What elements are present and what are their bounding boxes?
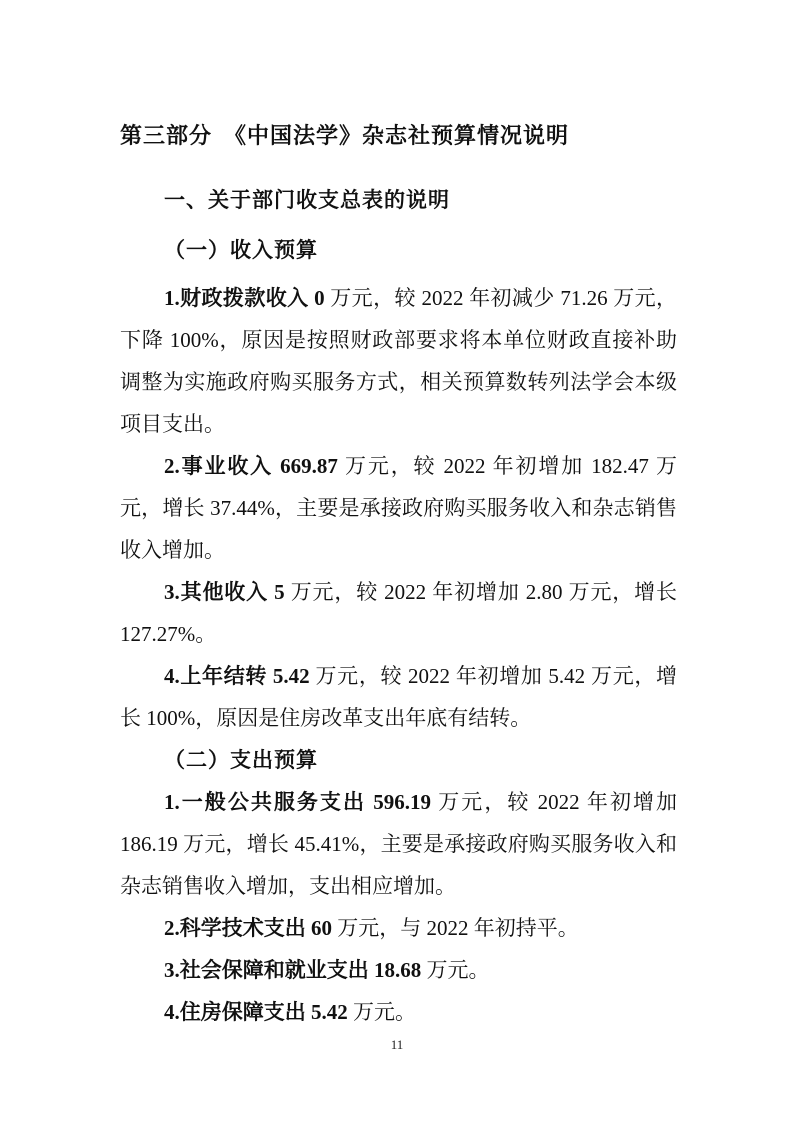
expense-paragraph-2 xyxy=(120,907,677,949)
income-paragraph-4-lead: 4.上年结转 5.42 xyxy=(164,664,310,688)
page-number: 11 xyxy=(390,1037,404,1052)
income-paragraph-4-text: 万元，较 2022 年初增加 5.42 万元，增长 100%，原因是住房改革支出年底有结转。 xyxy=(120,664,678,730)
expense-paragraph-1 xyxy=(120,781,677,907)
expense-paragraphs xyxy=(120,781,677,1033)
income-paragraph-2-lead: 2.事业收入 669.87 xyxy=(164,454,338,478)
income-paragraph-1 xyxy=(120,277,677,445)
expense-paragraph-2-text: 万元，与 2022 年初持平。 xyxy=(332,916,579,940)
expense-paragraph-4-lead: 4.住房保障支出 5.42 xyxy=(164,1000,348,1024)
expense-paragraph-3-text: 万元。 xyxy=(421,958,490,982)
expense-paragraph-3 xyxy=(120,949,677,991)
section-heading-overview: 一、关于部门收支总表的说明 xyxy=(164,188,450,212)
expense-paragraph-4 xyxy=(120,991,677,1033)
income-paragraph-1-lead: 1.财政拨款收入 0 xyxy=(164,286,325,310)
subsection-heading-expense: （二）支出预算 xyxy=(164,748,318,772)
income-paragraph-3 xyxy=(120,571,677,655)
income-paragraph-3-lead: 3.其他收入 5 xyxy=(164,580,285,604)
document-title: 第三部分 《中国法学》杂志社预算情况说明 xyxy=(120,123,570,148)
expense-paragraph-1-text: 万元，较 2022 年初增加 186.19 万元，增长 45.41%，主要是承接政府购买服务收入和杂志销售收入增加，支出相应增加。 xyxy=(120,790,677,898)
expense-paragraph-1-lead: 1.一般公共服务支出 596.19 xyxy=(164,790,431,814)
income-paragraph-4 xyxy=(120,655,677,739)
subsection-heading-income: （一）收入预算 xyxy=(164,238,318,262)
income-paragraph-2-text: 万元，较 2022 年初增加 182.47 万元，增长 37.44%，主要是承接政府购买服务收入和杂志销售收入增加。 xyxy=(120,454,678,562)
income-paragraph-3-text: 万元，较 2022 年初增加 2.80 万元，增长 127.27%。 xyxy=(120,580,678,646)
income-paragraph-1-text: 万元，较 2022 年初减少 71.26 万元，下降 100%，原因是按照财政部要求将本单位财政直接补助调整为实施政府购买服务方式，相关预算数转列法学会本级项目支出。 xyxy=(120,286,678,436)
expense-paragraph-3-lead: 3.社会保障和就业支出 18.68 xyxy=(164,958,422,982)
income-paragraphs xyxy=(120,277,677,739)
income-paragraph-2 xyxy=(120,445,677,571)
expense-paragraph-2-lead: 2.科学技术支出 60 xyxy=(164,916,332,940)
expense-paragraph-4-text: 万元。 xyxy=(347,1000,416,1024)
